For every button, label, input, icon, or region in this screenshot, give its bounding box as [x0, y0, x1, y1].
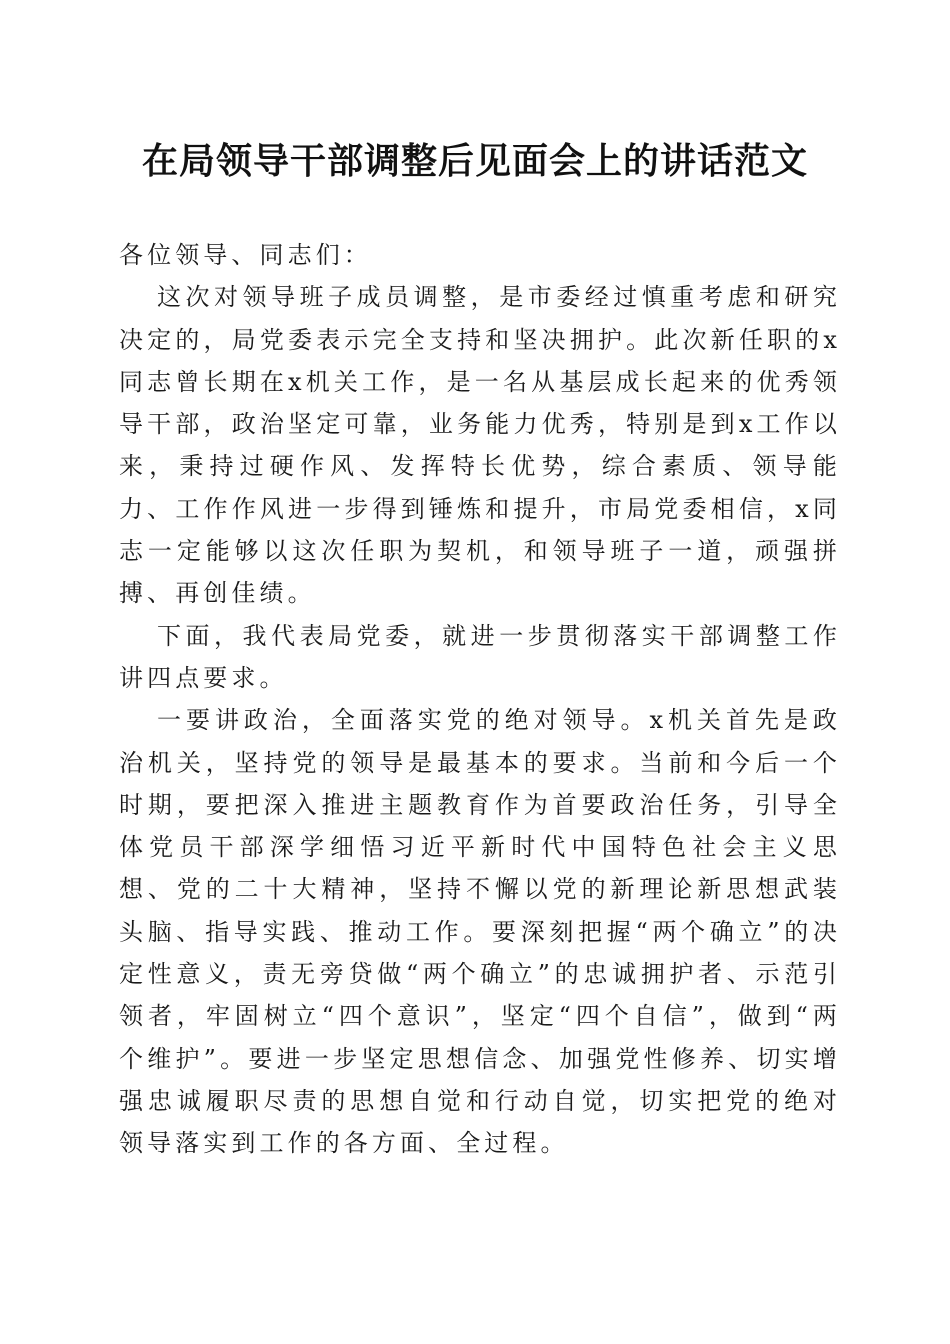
document-title: 在局领导干部调整后见面会上的讲话范文 — [141, 140, 808, 182]
paragraph-requirement-one: 一要讲政治，全面落实党的绝对领导。x机关首先是政治机关，坚持党的领导是最基本的要求。当前和今后一个时期，要把深入推进主题教育作为首要政治任务，引导全体党员干部深学细悟习近平新时代中国特色社会主义思想、党的二十大精神，坚持不懈以党的新理论新思想武装头脑、指导实践、推动工作。要深刻把握“两个确立”的决定性意义，责无旁贷做“两个确立”的忠诚拥护者、示范引领者，牢固树立“四个意识”，坚定“四个自信”，做到“两个维护”。要进一步坚定思想信念、加强党性修养、切实增强忠诚履职尽责的思想自觉和行动自觉，切实把党的绝对领导落实到工作的各方面、全过程。 — [119, 706, 841, 1158]
salutation: 各位领导、同志们： — [119, 241, 372, 269]
paragraph-opening: 这次对领导班子成员调整，是市委经过慎重考虑和研究决定的，局党委表示完全支持和坚决拥护。此次新任职的x同志曾长期在x机关工作，是一名从基层成长起来的优秀领导干部，政治坚定可靠，业务能力优秀，特别是到x工作以来，秉持过硬作风、发挥特长优势，综合素质、领导能力、工作作风进一步得到锤炼和提升，市局党委相信，x同志一定能够以这次任职为契机，和领导班子一道，顽强拼搏、再创佳绩。 — [119, 283, 841, 608]
paragraph-transition: 下面，我代表局党委，就进一步贯彻落实干部调整工作讲四点要求。 — [119, 621, 841, 692]
document-body — [119, 234, 841, 1165]
